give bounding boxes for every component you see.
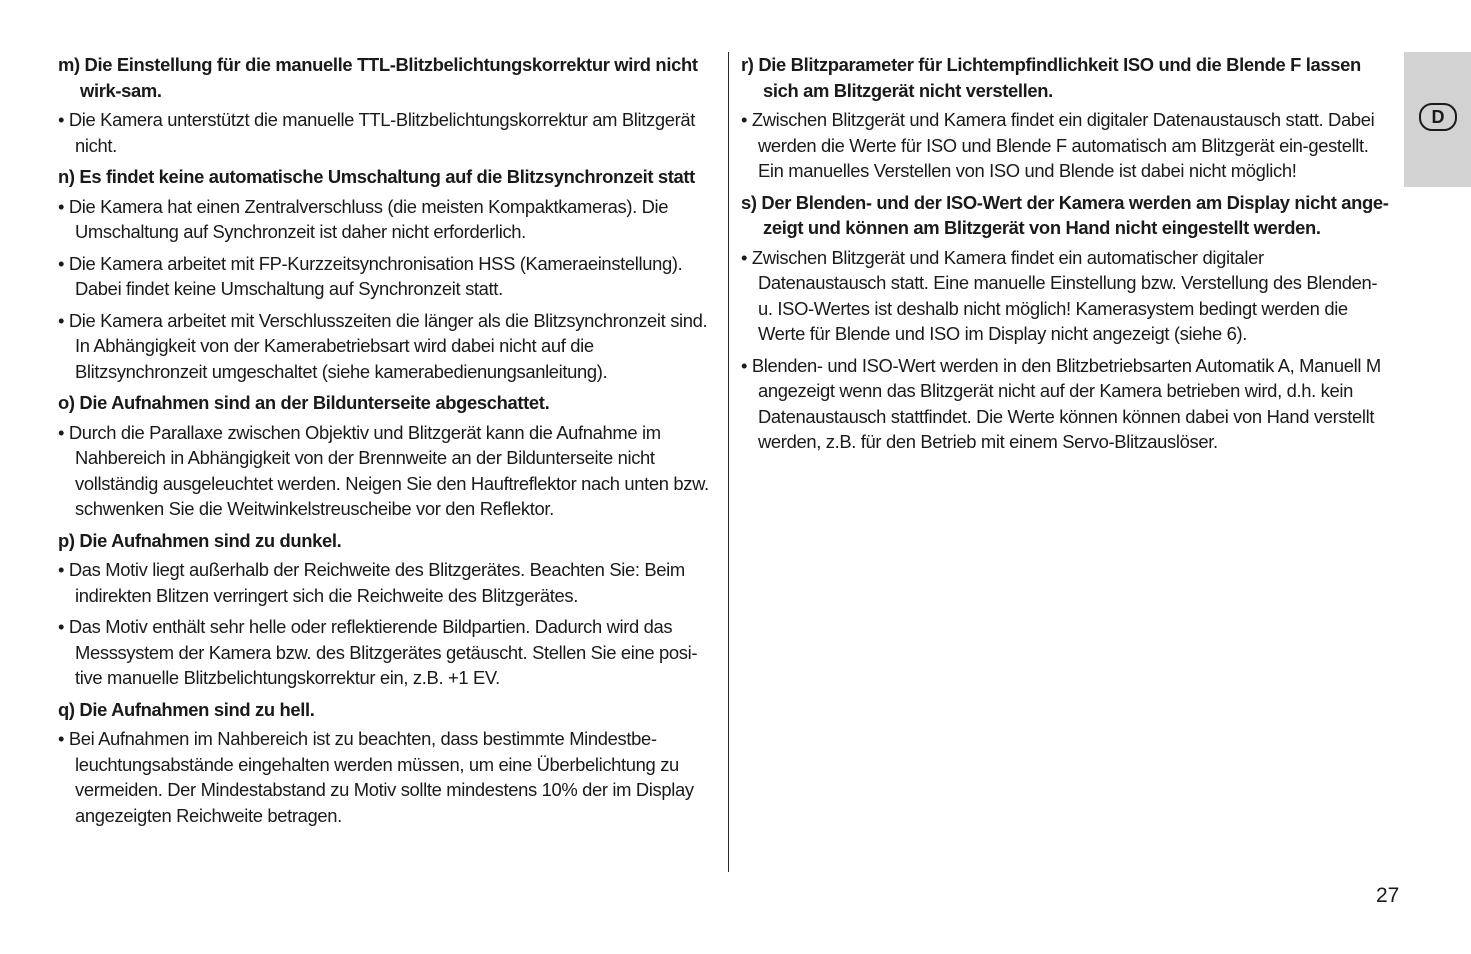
heading-p: p) Die Aufnahmen sind zu dunkel. xyxy=(58,529,342,551)
bullet-o-1: • Durch die Parallaxe zwischen Objektiv und Blitzgerät kann die Aufnahme im Nahbereich in Abhängigkeit von der Brennweite an der Bildunterseite nicht vollständig ausgeleuchtet werden. Neigen Sie den Hauftreflektor nach unten bzw. schwenken Sie die Weitwinkelstreuscheibe vor den Reflektor. xyxy=(58,421,709,519)
bullet-n-3: • Die Kamera arbeitet mit Verschlusszeiten die länger als die Blitzsynchronzeit sind. In Abhängigkeit von der Kamerabetriebsart wird dabei nicht auf die Blitzsynchronzeit umgeschaltet (siehe kamerabedienungsanleitung). xyxy=(58,309,708,382)
bullet-r-1: • Zwischen Blitzgerät und Kamera findet ein digitaler Datenaustausch statt. Dabei werden die Werte für ISO und Blende F automatisch am Blitzgerät ein-gestellt. Ein manuelles Verstellen von ISO und Blende ist dabei nicht möglich! xyxy=(741,109,1375,181)
bullet-n-1: • Die Kamera hat einen Zentralverschluss (die meisten Kompaktkameras). Die Umschaltung auf Synchronzeit ist daher nicht erforderlich. xyxy=(58,195,669,242)
language-tab xyxy=(1404,52,1471,187)
bullet-m-1: • Die Kamera unterstützt die manuelle TTL-Blitzbelichtungskorrektur am Blitzgerät nicht. xyxy=(58,109,696,156)
bullet-p-1: • Das Motiv liegt außerhalb der Reichweite des Blitzgerätes. Beachten Sie: Beim indirekten Blitzen verringert sich die Reichweite des Blitzgerätes. xyxy=(58,559,685,606)
bullet-s-2: • Blenden- und ISO-Wert werden in den Blitzbetriebsarten Automatik A, Manuell M angezeigt wenn das Blitzgerät nicht auf der Kamera betrieben wird, d.h. kein Datenaustausch stattfindet. Die Werte können können dabei von Hand verstellt werden, z.B. für den Betrieb mit einem Servo-Blitzauslöser. xyxy=(741,354,1381,452)
heading-n: n) Es findet keine automatische Umschaltung auf die Blitzsynchronzeit statt xyxy=(58,166,695,187)
heading-m: m) Die Einstellung für die manuelle TTL-Blitzbelichtungskorrektur wird nicht wirk-sam. xyxy=(58,54,698,101)
heading-r: r) Die Blitzparameter für Lichtempfindlichkeit ISO und die Blende F lassen sich am Blitzgerät nicht verstellen. xyxy=(741,54,1361,101)
bullet-q-1: • Bei Aufnahmen im Nahbereich ist zu beachten, dass bestimmte Mindestbe-leuchtungsabstände eingehalten werden müssen, um eine Überbelichtung zu vermeiden. Der Mindestabstand zu Motiv sollte mindestens 10% der im Display angezeigten Reichweite betragen. xyxy=(58,728,694,826)
left-column xyxy=(58,52,714,834)
bullet-p-2: • Das Motiv enthält sehr helle oder reflektierende Bildpartien. Dadurch wird das Messsystem der Kamera bzw. des Blitzgerätes getäuscht. Stellen Sie eine posi-tive manuelle Blitzbelichtungskorrektur ein, z.B. +1 EV. xyxy=(58,616,698,688)
bullet-n-2: • Die Kamera arbeitet mit FP-Kurzzeitsynchronisation HSS (Kameraeinstellung). Dabei findet keine Umschaltung auf Synchronzeit statt. xyxy=(58,252,683,299)
heading-o: o) Die Aufnahmen sind an der Bildunterseite abgeschattet. xyxy=(58,392,550,413)
right-column xyxy=(741,52,1391,461)
heading-s: s) Der Blenden- und der ISO-Wert der Kamera werden am Display nicht ange-zeigt und können am Blitzgerät von Hand nicht eingestellt werden. xyxy=(741,191,1389,238)
page-number: 27 xyxy=(1376,884,1400,907)
column-divider xyxy=(728,52,729,872)
language-badge: D xyxy=(1419,103,1457,131)
bullet-s-1: • Zwischen Blitzgerät und Kamera findet ein automatischer digitaler Datenaustausch statt. Eine manuelle Einstellung bzw. Verstellung des Blenden-u. ISO-Wertes ist deshalb nicht möglich! Kamerasystem bedingt werden die Werte für Blende und ISO im Display nicht angezeigt (siehe 6). xyxy=(741,246,1378,344)
heading-q: q) Die Aufnahmen sind zu hell. xyxy=(58,698,315,720)
